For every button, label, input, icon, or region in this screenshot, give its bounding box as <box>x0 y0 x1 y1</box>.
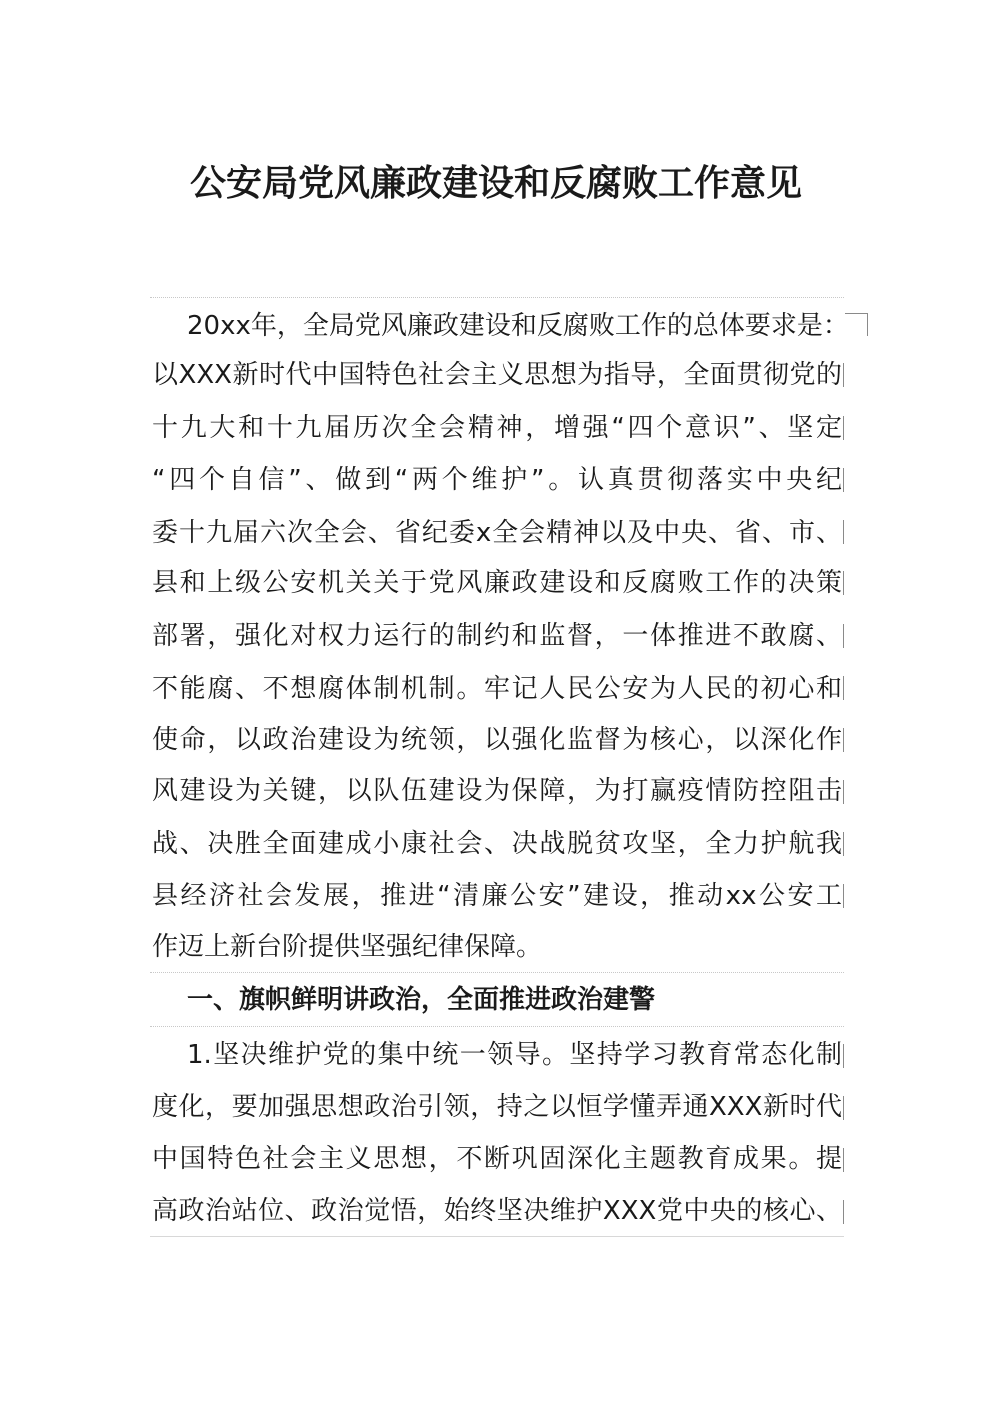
margin-mark <box>843 1200 844 1224</box>
paragraph-line: 度化，要加强思想政治引领，持之以恒学懂弄通XXX新时代 <box>152 1092 842 1122</box>
paragraph-line: 部署，强化对权力运行的制约和监督，一体推进不敢腐、 <box>152 621 842 651</box>
margin-mark <box>843 416 844 440</box>
paragraph-line: 20xx年，全局党风廉政建设和反腐败工作的总体要求是： <box>187 311 849 341</box>
margin-mark <box>843 624 844 648</box>
paragraph-line: 中国特色社会主义思想，不断巩固深化主题教育成果。提 <box>152 1144 842 1174</box>
paragraph-top-rule <box>150 297 844 298</box>
margin-mark <box>843 832 844 856</box>
paragraph-bottom-rule <box>150 972 844 973</box>
margin-mark <box>843 1096 844 1120</box>
margin-mark <box>843 468 844 492</box>
margin-mark <box>843 1044 844 1068</box>
margin-mark <box>843 363 844 387</box>
paragraph-line: 高政治站位、政治觉悟，始终坚决维护XXX党中央的核心、 <box>152 1196 842 1226</box>
heading-bottom-rule <box>150 1026 844 1027</box>
document-title: 公安局党风廉政建设和反腐败工作意见 <box>189 162 802 204</box>
paragraph-line: 以XXX新时代中国特色社会主义思想为指导，全面贯彻党的 <box>152 360 842 390</box>
section-heading: 一、旗帜鲜明讲政治，全面推进政治建警 <box>187 985 656 1015</box>
paragraph-line: 作迈上新台阶提供坚强纪律保障。 <box>152 932 543 962</box>
margin-mark <box>843 884 844 908</box>
paragraph-line: 风建设为关键，以队伍建设为保障，为打赢疫情防控阻击 <box>152 776 842 806</box>
paragraph-line: “四个自信”、做到“两个维护”。认真贯彻落实中央纪 <box>152 465 842 495</box>
margin-mark <box>843 728 844 752</box>
margin-mark <box>843 676 844 700</box>
paragraph-line: 使命，以政治建设为统领，以强化监督为核心，以深化作 <box>152 725 842 755</box>
paragraph-line: 县经济社会发展，推进“清廉公安”建设，推动xx公安工 <box>152 881 842 911</box>
paragraph-line: 委十九届六次全会、省纪委x全会精神以及中央、省、市、 <box>152 518 842 548</box>
page-bottom-rule <box>150 1236 844 1237</box>
margin-mark <box>843 571 844 595</box>
paragraph-line: 战、决胜全面建成小康社会、决战脱贫攻坚，全力护航我 <box>152 829 842 859</box>
margin-mark <box>843 520 844 544</box>
paragraph-line: 县和上级公安机关关于党风廉政建设和反腐败工作的决策 <box>152 568 842 598</box>
paragraph-line: 不能腐、不想腐体制机制。牢记人民公安为人民的初心和 <box>152 674 842 704</box>
paragraph-line: 1.坚决维护党的集中统一领导。坚持学习教育常态化制 <box>187 1040 842 1070</box>
margin-mark <box>843 1148 844 1172</box>
paragraph-line: 十九大和十九届历次全会精神，增强“四个意识”、坚定 <box>152 413 842 443</box>
margin-mark <box>843 780 844 804</box>
